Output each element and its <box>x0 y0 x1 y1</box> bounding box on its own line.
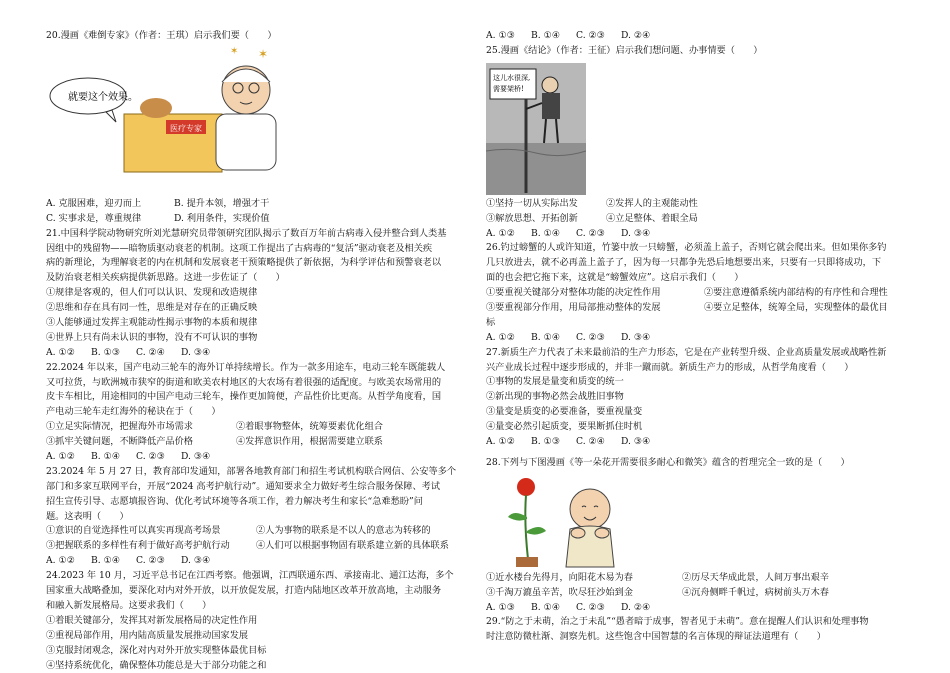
q26-option-b[interactable]: B. ①④ <box>531 331 576 346</box>
q24-stem-line: 和融入新发展格局。这要求我们（ ） <box>46 599 472 614</box>
q26-items-row1 <box>486 286 916 301</box>
q25-item: ②发挥人的主观能动性 <box>606 197 698 212</box>
question-21 <box>46 227 472 361</box>
q23-option-a[interactable]: A. ①② <box>46 554 91 569</box>
q27-stem-line: 27.新质生产力代表了未来最前沿的生产力形态，它是在产业转型升级、企业高质量发展或战略性新 <box>486 346 916 361</box>
q21-option-a[interactable]: A. ①② <box>46 346 91 361</box>
q22-stem-line: 皮卡车相比，用途相同的中国产电动三轮车，操作更加简便，产品性价比更高。从哲学角度看，国 <box>46 390 472 405</box>
q23-stem-line: 招生宣传引导、志愿填报咨询、优化考试环境等各项工作，着力解决考生和家长“急难愁盼”问 <box>46 495 472 510</box>
q27-option-b[interactable]: B. ①③ <box>531 435 576 450</box>
q22-stem-line: 产电动三轮车走红海外的秘诀在于（ ） <box>46 405 472 420</box>
q22-items-row1 <box>46 420 472 435</box>
q26-stem-line: 面的也会把它拖下来，这就是“螃蟹效应”。这启示我们（ ） <box>486 271 916 286</box>
q25-option-d[interactable]: D. ③④ <box>621 227 666 242</box>
q20-option-a[interactable]: A. 克服困难，迎刃而上 <box>46 197 174 212</box>
q21-option-b[interactable]: B. ①③ <box>91 346 136 361</box>
right-column <box>486 29 916 645</box>
q20-sign-text: 医疗专家 <box>170 123 202 133</box>
q24-stem-line: 国家重大战略叠加，要深化对内对外开放，以开放促发展，打造内陆地区改革开放高地，主动服务 <box>46 584 472 599</box>
flower-cartoon-image <box>490 473 630 569</box>
q21-option-c[interactable]: C. ②④ <box>136 346 181 361</box>
q23-item: ②人为事物的联系是不以人的意志为转移的 <box>256 524 431 539</box>
q22-option-a[interactable]: A. ①② <box>46 450 91 465</box>
q28-items-row2 <box>486 586 916 601</box>
q22-items-row2 <box>46 435 472 450</box>
q23-item: ④人们可以根据事物固有联系建立新的具体联系 <box>256 539 449 554</box>
q29-stem-line: 时注意防微杜渐、洞察先机。这些饱含中国智慧的名言体现的辩证法道理有（ ） <box>486 630 916 645</box>
q20-options-row2 <box>46 212 472 227</box>
q22-option-b[interactable]: B. ①④ <box>91 450 136 465</box>
q20-option-c[interactable]: C. 实事求是，尊重规律 <box>46 212 174 227</box>
q25-items-row1 <box>486 197 916 212</box>
q25-cartoon <box>486 59 916 197</box>
q23-item: ①意识的自觉选择性可以真实再现高考场景 <box>46 524 256 539</box>
q22-options <box>46 450 472 465</box>
q23-items-row1 <box>46 524 472 539</box>
q21-item: ③人能够通过发挥主观能动性揭示事物的本质和规律 <box>46 316 472 331</box>
q26-item: ③要重视部分作用，用局部推动整体的发展 <box>486 301 704 316</box>
q27-item: ②新出现的事物必然会战胜旧事物 <box>486 390 916 405</box>
q26-stem-line: 几只放进去，就不必再盖上盖子了，因为每一只都争先恐后地想要出来，只要有一只即将成功，下 <box>486 256 916 271</box>
q26-option-a[interactable]: A. ①② <box>486 331 531 346</box>
q23-stem-line: 23.2024 年 5 月 27 日，教育部印发通知，部署各地教育部门和招生考试机构联合网信、公安等多个 <box>46 465 472 480</box>
q28-item: ①近水楼台先得月，向阳花木易为春 <box>486 571 682 586</box>
q24-option-b[interactable]: B. ①④ <box>531 29 576 44</box>
q26-option-c[interactable]: C. ②③ <box>576 331 621 346</box>
q27-option-a[interactable]: A. ①② <box>486 435 531 450</box>
question-26 <box>486 241 916 345</box>
q24-item: ③克服封闭观念，深化对内对外开放实现整体最优目标 <box>46 644 472 659</box>
left-column <box>46 29 472 673</box>
q28-option-a[interactable]: A. ①③ <box>486 601 531 616</box>
q27-item: ④量变必然引起质变，要果断抓住时机 <box>486 420 916 435</box>
q24-options <box>486 29 916 44</box>
q25-option-b[interactable]: B. ①④ <box>531 227 576 242</box>
q28-item: ②历尽天华成此景，人间万事出艰辛 <box>682 571 829 586</box>
q28-item: ④沉舟侧畔千帆过，病树前头万木春 <box>682 586 829 601</box>
q28-stem: 28.下列与下图漫画《等一朵花开需要很多耐心和微笑》蕴含的哲理完全一致的是（ ） <box>486 456 916 471</box>
q22-item: ④发挥意识作用，根据需要建立联系 <box>236 435 383 450</box>
q24-item: ①着眼关键部分，发挥其对新发展格局的决定性作用 <box>46 614 472 629</box>
svg-text:✶: ✶ <box>230 46 238 57</box>
q20-options-row1 <box>46 197 472 212</box>
q24-item: ④坚持系统优化，确保整体功能总是大于部分功能之和 <box>46 659 472 673</box>
q21-item: ①规律是客观的，但人们可以认识、发现和改造规律 <box>46 286 472 301</box>
q24-option-a[interactable]: A. ①③ <box>486 29 531 44</box>
q21-stem-line: 病的新理论，为理解衰老的内在机制和发展衰老干预策略提供了新依据，为科学评估和预警衰老以 <box>46 256 472 271</box>
q21-stem-line: 21.中国科学院动物研究所刘光慧研究员带领研究团队揭示了数百万年前古病毒入侵并整合到人类基 <box>46 227 472 242</box>
q28-cartoon <box>486 471 916 571</box>
q27-option-c[interactable]: C. ②④ <box>576 435 621 450</box>
question-22 <box>46 361 472 465</box>
q25-stem: 25.漫画《结论》（作者：王征）启示我们想问题、办事情要（ ） <box>486 44 916 59</box>
q20-option-b[interactable]: B. 提升本领，增强才干 <box>174 197 269 212</box>
q25-item: ③解放思想、开拓创新 <box>486 212 606 227</box>
q24-stem-line: 24.2023 年 10 月，习近平总书记在江西考察。他强调，江西联通东西、承接南北、通江达海，多个 <box>46 569 472 584</box>
q27-option-d[interactable]: D. ③④ <box>621 435 666 450</box>
q26-item: ①要重视关键部分对整体功能的决定性作用 <box>486 286 704 301</box>
q25-option-a[interactable]: A. ①② <box>486 227 531 242</box>
q28-items-row1 <box>486 571 916 586</box>
q23-option-b[interactable]: B. ①④ <box>91 554 136 569</box>
q23-item: ③把握联系的多样性有利于做好高考护航行动 <box>46 539 256 554</box>
bridge-cartoon-image <box>486 63 586 195</box>
q28-option-d[interactable]: D. ②④ <box>621 601 666 616</box>
q23-stem-line: 题。这表明（ ） <box>46 510 472 525</box>
q25-item: ④立足整体、着眼全局 <box>606 212 698 227</box>
q24-item: ②重视局部作用，用内陆高质量发展推动国家发展 <box>46 629 472 644</box>
q26-items-row2 <box>486 301 916 316</box>
q23-stem-line: 部门和多家互联网平台，开展“2024 高考护航行动”。通知要求全力做好考生综合服务保障、考试 <box>46 480 472 495</box>
q23-items-row2 <box>46 539 472 554</box>
q20-bubble-text: 就要这个效果。 <box>68 90 138 103</box>
q21-stem-line: 因组中的残留物——暗物质驱动衰老的机制。这项工作提出了古病毒的“复活”驱动衰老及相关疾 <box>46 242 472 257</box>
q26-option-d[interactable]: D. ③④ <box>621 331 666 346</box>
q23-option-d[interactable]: D. ③④ <box>181 554 226 569</box>
q26-stem-line: 26.钓过螃蟹的人或许知道，竹篓中放一只螃蟹，必须盖上盖子，否则它就会爬出来。但如果你多钓 <box>486 241 916 256</box>
q23-option-c[interactable]: C. ②③ <box>136 554 181 569</box>
question-24 <box>46 569 472 673</box>
doctor-cartoon-image <box>46 44 306 177</box>
q20-cartoon <box>46 44 472 177</box>
q24-option-c[interactable]: C. ②③ <box>576 29 621 44</box>
q24-option-d[interactable]: D. ②④ <box>621 29 666 44</box>
q21-item: ④世界上只有尚未认识的事物，没有不可认识的事物 <box>46 331 472 346</box>
q26-item-tail: 标 <box>486 316 916 331</box>
q28-option-b[interactable]: B. ①④ <box>531 601 576 616</box>
q28-option-c[interactable]: C. ②③ <box>576 601 621 616</box>
q27-item: ③量变是质变的必要准备，要重视量变 <box>486 405 916 420</box>
q21-item: ②思维和存在具有同一性，思维是对存在的正确反映 <box>46 301 472 316</box>
question-25 <box>486 197 916 242</box>
q27-stem-line: 兴产业成长过程中逐步形成的，并非一蹴而就。新质生产力的形成，从哲学角度看（ ） <box>486 361 916 376</box>
q28-item: ③千淘万漉虽辛苦，吹尽狂沙始到金 <box>486 586 682 601</box>
q27-item: ①事物的发展是量变和质变的统一 <box>486 375 916 390</box>
svg-text:✶: ✶ <box>258 47 268 61</box>
q23-options <box>46 554 472 569</box>
q25-items-row2 <box>486 212 916 227</box>
q27-options <box>486 435 916 450</box>
q20-option-d[interactable]: D. 利用条件，实现价值 <box>174 212 270 227</box>
q22-item: ②着眼事物整体，统筹要素优化组合 <box>236 420 383 435</box>
q26-options <box>486 331 916 346</box>
q25-option-c[interactable]: C. ②③ <box>576 227 621 242</box>
question-28 <box>486 456 916 616</box>
question-29 <box>486 615 916 645</box>
q26-item: ④要立足整体，统筹全局，实现整体的最优目 <box>704 301 888 316</box>
q26-item: ②要注意遵循系统内部结构的有序性和合理性 <box>704 286 888 301</box>
q21-option-d[interactable]: D. ③④ <box>181 346 226 361</box>
q21-options <box>46 346 472 361</box>
q22-stem-line: 又可拉货，与欧洲城市狭窄的街道和欧美农村地区的大农场有着很强的适配度。与欧美农场常用的 <box>46 376 472 391</box>
q25-item: ①坚持一切从实际出发 <box>486 197 606 212</box>
q22-item: ③抓牢关键问题，不断降低产品价格 <box>46 435 236 450</box>
question-23 <box>46 465 472 569</box>
q22-option-d[interactable]: D. ③④ <box>181 450 226 465</box>
q21-stem-line: 及防治衰老相关疾病提供新思路。这进一步佐证了（ ） <box>46 271 472 286</box>
q20-stem: 20.漫画《难倒专家》（作者：王琪）启示我们要（ ） <box>46 29 472 44</box>
svg-text:需要架桥!: 需要架桥! <box>493 84 524 93</box>
q25-bubble-text: 这儿水很深, <box>493 73 530 82</box>
q22-stem-line: 22.2024 年以来，国产电动三轮车的海外订单持续增长。作为一款多用途车，电动三轮车既能载人 <box>46 361 472 376</box>
q29-stem-line: 29.“防之于未萌，治之于未乱”“愚者暗于成事，智者见于未萌”。意在提醒人们认识和处理事物 <box>486 615 916 630</box>
q22-option-c[interactable]: C. ②③ <box>136 450 181 465</box>
question-27 <box>486 346 916 450</box>
q25-options <box>486 227 916 242</box>
q22-item: ①立足实际情况，把握海外市场需求 <box>46 420 236 435</box>
q28-options <box>486 601 916 616</box>
